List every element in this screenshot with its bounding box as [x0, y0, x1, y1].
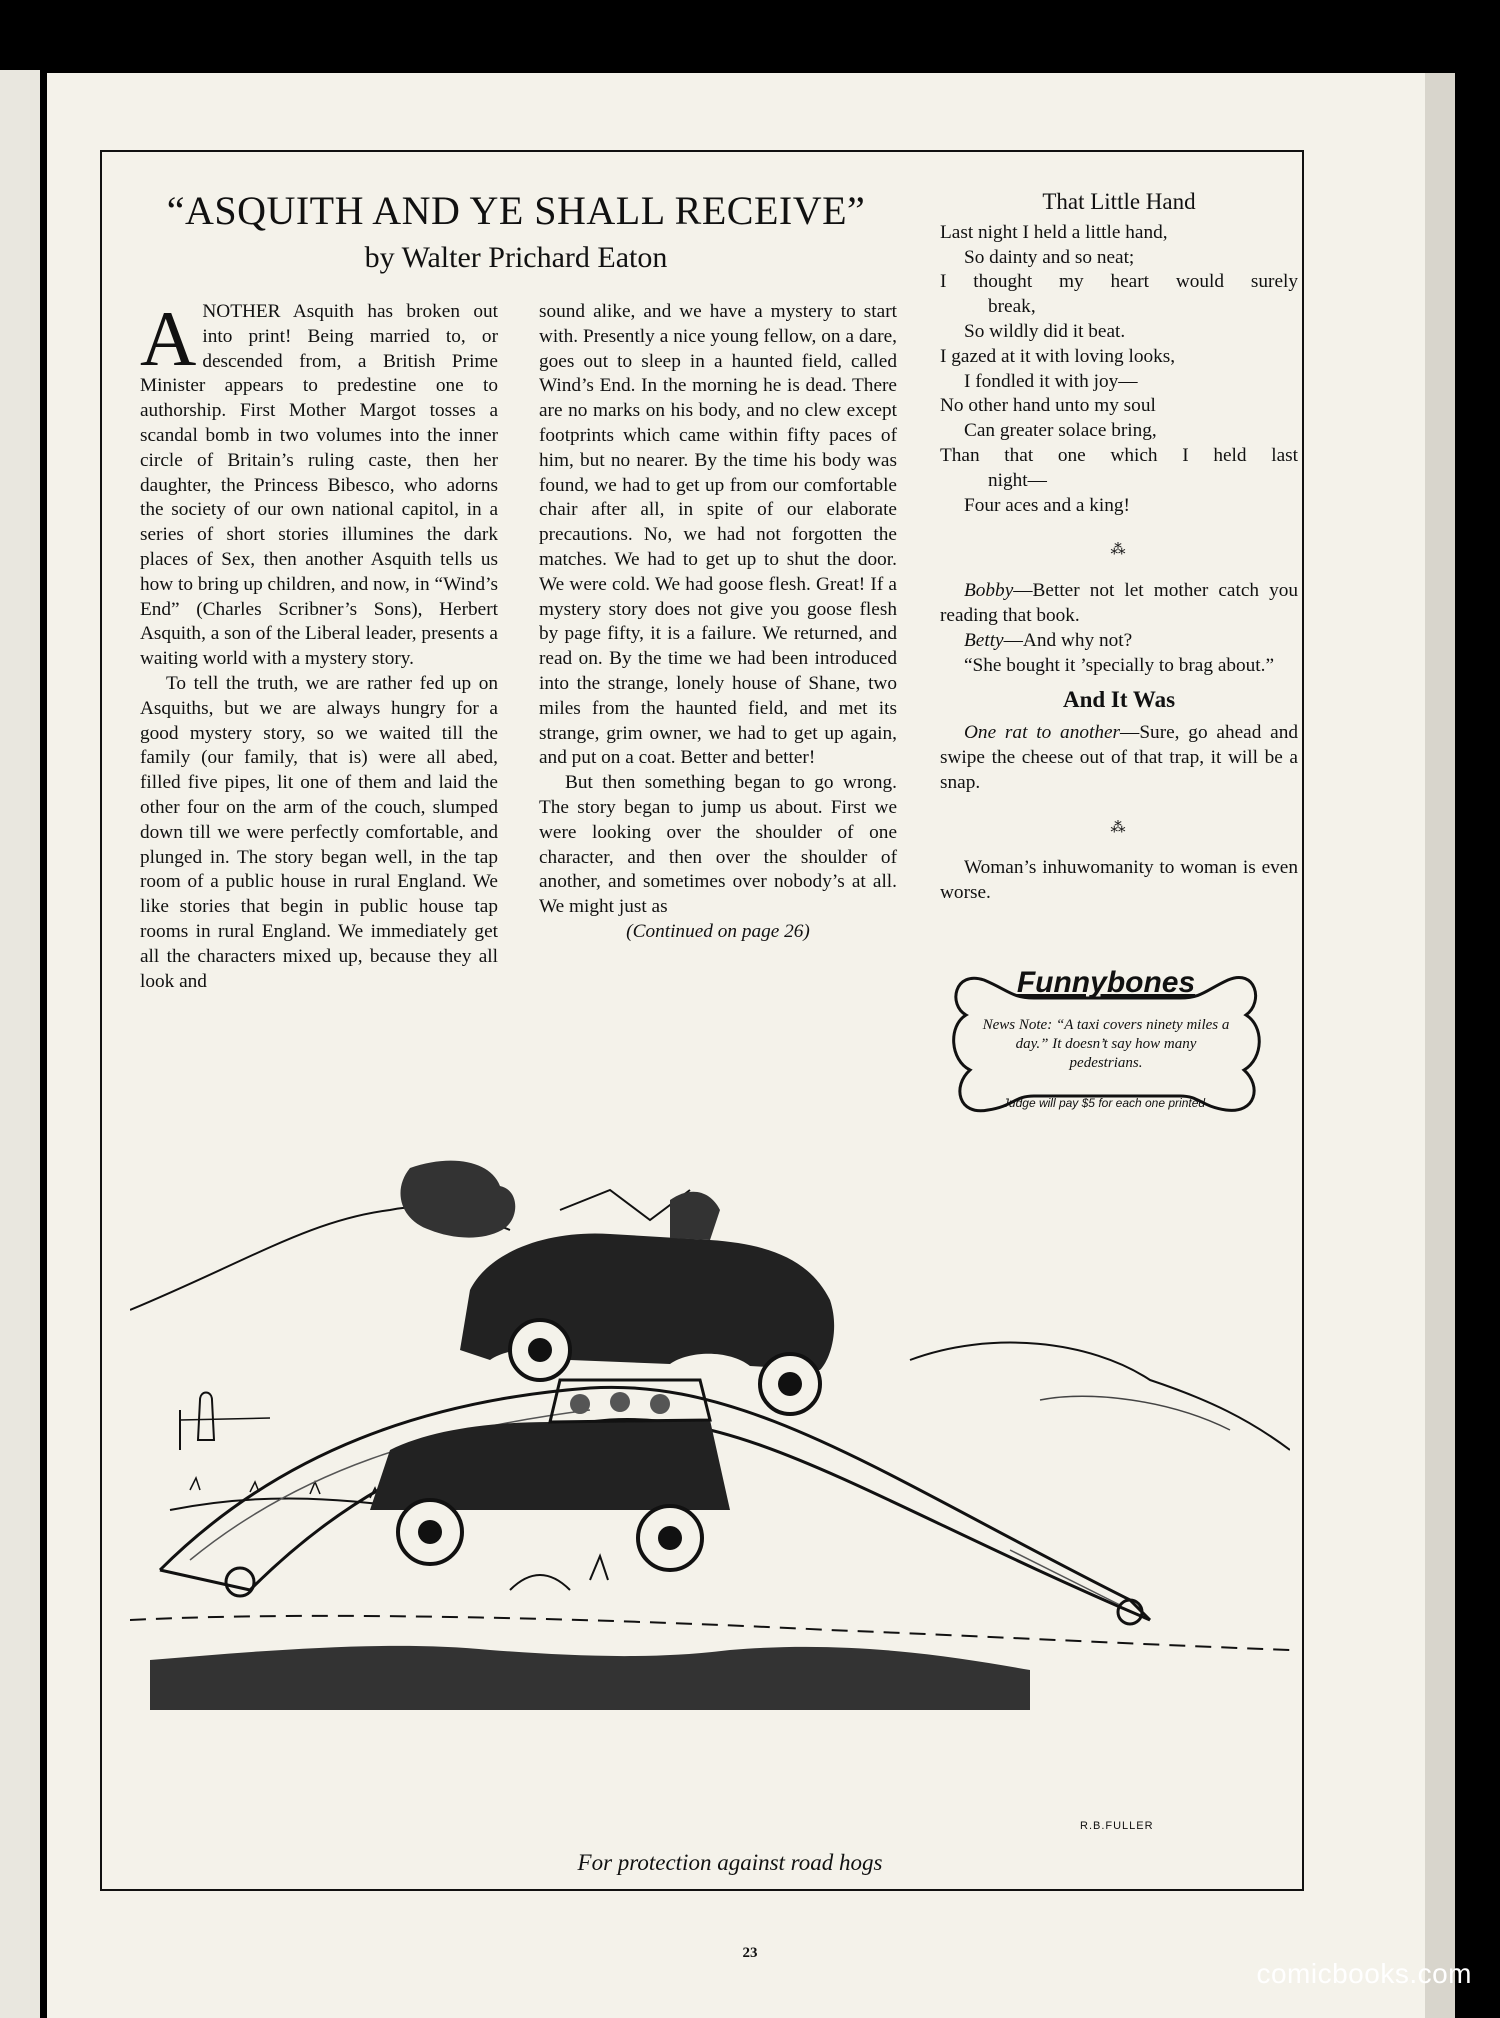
funnybones-footer: Judge will pay $5 for each one printed — [1002, 1096, 1206, 1110]
artist-signature: R.B.FULLER — [1080, 1820, 1154, 1832]
section-separator: ⁂ — [1110, 542, 1128, 559]
joke-betty: Betty—And why not? — [964, 629, 1133, 651]
joke-rat: One rat to another—Sure, go ahead and swipe the cheese out of that trap, it will be a snap. — [940, 722, 1298, 793]
article-paragraph-4: But then something began to go wrong. The story began to jump us about. First we were looking over the shoulder of one character, and then over the shoulder of another, and sometimes over nobody’s at all. We might just as — [539, 772, 897, 918]
article-paragraph-2: To tell the truth, we are rather fed up on Asquiths, but we are always hungry for a good mystery story, so we waited till the family (our family, that is) were all abed, filled five pipes, lit one of them and laid the other four on the arm of the couch, slumped down till we were perfectly comfortable, and plunged in. The story began well, in the tap room of a public house in rural England. We like stories that begin in public house tap rooms in rural England. We immediately get all the characters mixed up, because they all look and — [140, 672, 498, 992]
sidebar-column — [940, 190, 1298, 906]
article-title: “ASQUITH AND YE SHALL RECEIVE” — [166, 188, 866, 233]
section-separator: ⁂ — [1110, 819, 1128, 836]
poem-line: Can greater solace bring, — [964, 420, 1157, 442]
article-paragraph-1: ANOTHER Asquith has broken out into print! Being married to, or descended from, a British Prime Minister appears to predestine one to authorship. First Mother Margot tosses a scandal bomb in two volumes into the inner circle of Britain’s ruling caste, then her daughter, the Princess Bibesco, who adorns the society of our own national capitol, in a series of short stories illumines the dark places of Sex, then another Asquith tells us how to bring up children, and now, in “Wind’s End” (Charles Scribner’s Sons), Herbert Asquith, a son of the Liberal leader, presents a waiting world with a mystery story. — [140, 295, 498, 670]
poem-line: night— — [988, 469, 1047, 491]
article-byline: by Walter Prichard Eaton — [364, 241, 668, 274]
page-number: 23 — [742, 1945, 758, 1961]
article-paragraph-3: sound alike, and we have a mystery to start with. Presently a nice young fellow, on a dare, goes out to sleep in a haunted field, called Wind’s End. In the morning he is dead. There are no marks on his body, and no clew except footprints which came within fifty paces of him, but no nearer. By the time his body was found, we had to get up from our comfortable chair after all, in spite of our elaborate precautions. No, we had not forgotten the matches. We had to get up to shut the door. We were cold. We had goose flesh. Great! If a mystery story does not give you goose flesh by page fifty, it is a failure. We returned, and read on. By the time we had been introduced into the strange, lonely house of Shane, two miles from the haunted field, and met its strange, grim owner, we had to get up again, and put on a coat. Better and better! — [539, 301, 897, 769]
page-edge-shadow — [1425, 73, 1455, 2018]
poem-line: I fondled it with joy— — [964, 370, 1138, 392]
poem-line: break, — [988, 296, 1036, 318]
funnybones-box — [944, 960, 1268, 1122]
poem — [940, 221, 1298, 519]
joke-woman: Woman’s inhuwomanity to woman is even worse. — [940, 857, 1298, 904]
drop-cap: A — [140, 295, 197, 382]
poem-title: That Little Hand — [1042, 189, 1196, 214]
article-column-1 — [140, 295, 498, 994]
first-word: NOTHER — [202, 301, 281, 322]
poem-line: Four aces and a king! — [964, 494, 1130, 516]
joke-reply: “She bought it ’specially to brag about.” — [964, 654, 1275, 676]
poem-line: I thought my heart would surely — [940, 271, 1298, 293]
poem-line: So wildly did it beat. — [964, 320, 1126, 342]
continued-note: (Continued on page 26) — [626, 920, 810, 942]
article-column-2 — [539, 300, 897, 945]
cartoon-caption: For protection against road hogs — [577, 1850, 883, 1875]
and-it-was-title: And It Was — [1062, 687, 1176, 713]
poem-line: Last night I held a little hand, — [940, 221, 1168, 243]
poem-line: I gazed at it with loving looks, — [940, 345, 1176, 367]
site-watermark: comicbooks.com — [1256, 1958, 1472, 1989]
road-hog-cartoon — [130, 1150, 1290, 1730]
facing-page-edge — [0, 70, 40, 2018]
funnybones-title: Funnybones — [1016, 966, 1196, 999]
joke-bobby: Bobby—Better not let mother catch you reading that book. — [940, 580, 1298, 626]
poem-line: No other hand unto my soul — [940, 395, 1156, 417]
poem-line: Than that one which I held last — [940, 444, 1298, 466]
funnybones-note: News Note: “A taxi covers ninety miles a day.” It doesn’t say how many pedestrians. — [982, 1017, 1230, 1071]
poem-line: So dainty and so neat; — [964, 246, 1135, 268]
